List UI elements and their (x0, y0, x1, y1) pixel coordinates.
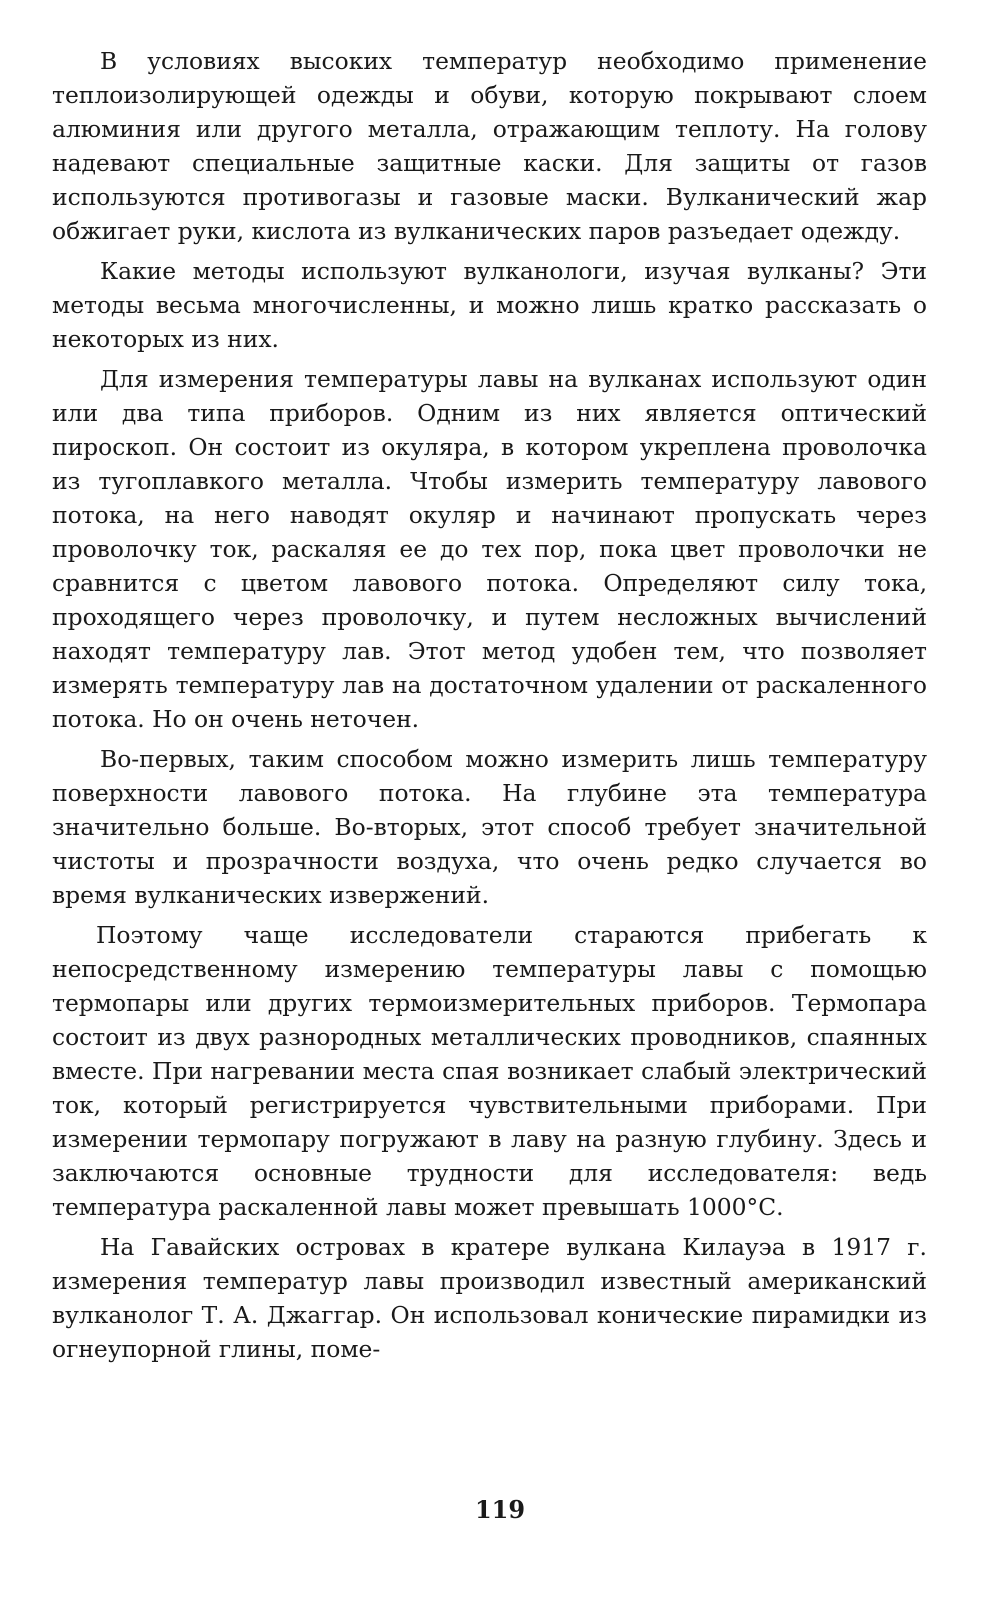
paragraph-kilauea: На Гавайских островах в кратере вулкана Килауэа в 1917 г. измерения температур лавы производил известный американский вулканолог Т. А. Джаггар. Он использовал конические пирамидки из огнеупорной глины, поме- (52, 1233, 927, 1363)
paragraph-methods-question: Какие методы используют вулканологи, изучая вулканы? Эти методы весьма многочисленны, и можно лишь кратко рассказать о некоторых из них. (52, 257, 927, 353)
paragraph-pyroscope-drawbacks: Во-первых, таким способом можно измерить лишь температуру поверхности лавового потока. На глубине эта температура значительно больше. Во-вторых, этот способ требует значительной чистоты и прозрачности воздуха, что очень редко случается во время вулканических извержений. (52, 745, 927, 909)
paragraph-protective-clothing: В условиях высоких температур необходимо применение теплоизолирующей одежды и обуви, которую покрывают слоем алюминия или другого металла, отражающим теплоту. На голову надевают специальные защитные каски. Для защиты от газов используются противогазы и газовые маски. Вулканический жар обжигает руки, кислота из вулканических паров разъедает одежду. (52, 47, 927, 245)
paragraph-optical-pyroscope: Для измерения температуры лавы на вулканах используют один или два типа приборов. Одним из них является оптический пироскоп. Он состоит из окуляра, в котором укреплена проволочка из тугоплавкого металла. Чтобы измерить температуру лавового потока, на него наводят окуляр и начинают пропускать через проволочку ток, раскаляя ее до тех пор, пока цвет проволочки не сравнится с цветом лавового потока. Определяют силу тока, проходящего через проволочку, и путем несложных вычислений находят температуру лав. Этот метод удобен тем, что позволяет измерять температуру лав на достаточном удалении от раскаленного потока. Но он очень неточен. (52, 365, 927, 733)
page-number: 119 (474, 1495, 526, 1524)
paragraph-thermocouple: Поэтому чаще исследователи стараются прибегать к непосредственному измерению температуры лавы с помощью термопары или других термоизмерительных приборов. Термопара состоит из двух разнородных металлических проводников, спаянных вместе. При нагревании места спая возникает слабый электрический ток, который регистрируется чувствительными приборами. При измерении термопару погружают в лаву на разную глубину. Здесь и заключаются основные трудности для исследователя: ведь температура раскаленной лавы может превышать 1000°С. (52, 921, 927, 1221)
page-body (52, 44, 927, 1534)
